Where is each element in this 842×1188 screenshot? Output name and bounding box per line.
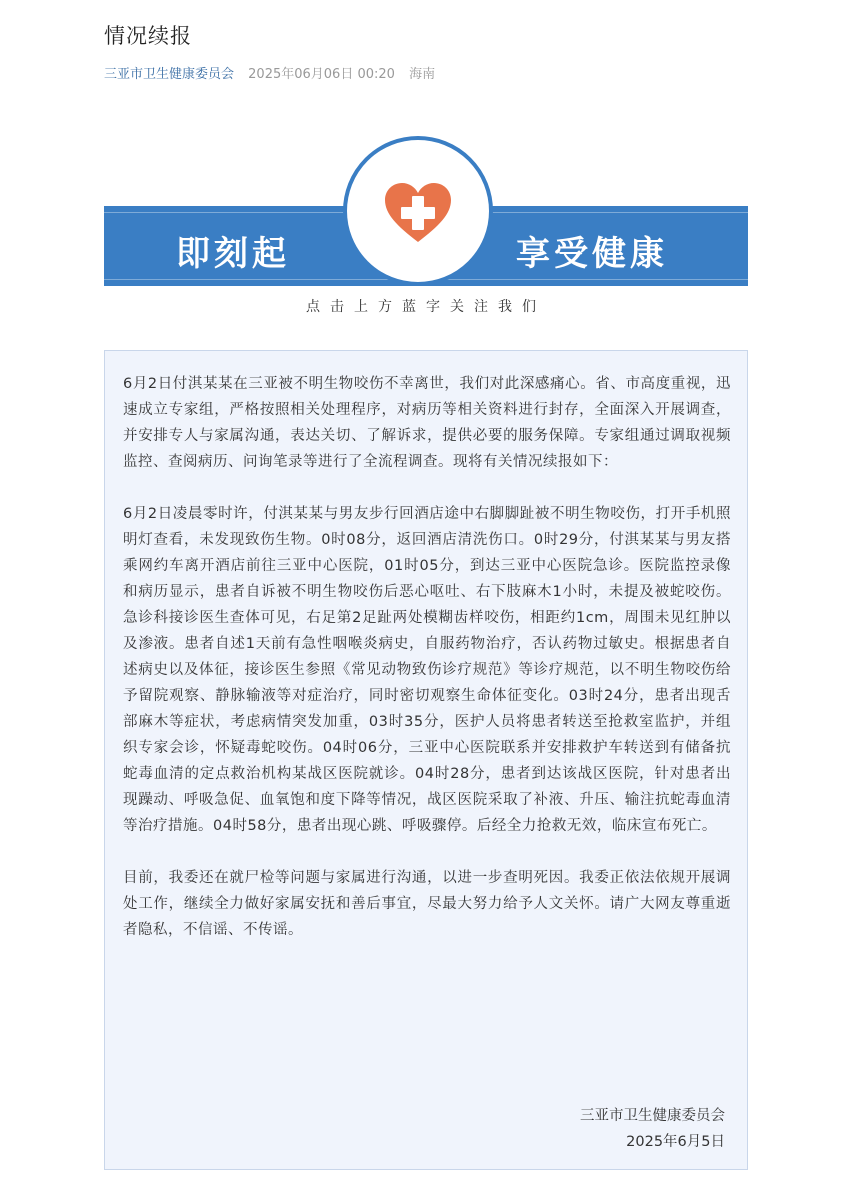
banner-right-text: 享受健康	[516, 234, 668, 274]
signature-block	[580, 1103, 725, 1155]
source-account-link[interactable]: 三亚市卫生健康委员会	[104, 67, 235, 82]
statement-box	[104, 350, 748, 1170]
publish-location: 海南	[409, 67, 436, 82]
statement-paragraph-timeline: 6月2日凌晨零时许，付淇某某与男友步行回酒店途中右脚脚趾被不明生物咬伤，打开手机照明灯查看，未发现致伤生物。0时08分，返回酒店清洗伤口。0时29分，付淇某某与男友搭乘网约车离开酒店前往三亚中心医院，01时05分，到达三亚中心医院急诊。医院监控录像和病历显示，患者自诉被不明生物咬伤后恶心呕吐、右下肢麻木1小时，未提及被蛇咬伤。急诊科接诊医生查体可见，右足第2足趾两处模糊齿样咬伤，相距约1cm，周围未见红肿以及渗液。患者自述1天前有急性咽喉炎病史，自服药物治疗，否认药物过敏史。根据患者自述病史以及体征，接诊医生参照《常见动物致伤诊疗规范》等诊疗规范，以不明生物咬伤给予留院观察、静脉输液等对症治疗，同时密切观察生命体征变化。03时24分，患者出现舌部麻木等症状，考虑病情突发加重，03时35分，医护人员将患者转送至抢救室监护，并组织专家会诊，怀疑毒蛇咬伤。04时06分，三亚中心医院联系并安排救护车转送到有储备抗蛇毒血清的定点救治机构某战区医院就诊。04时28分，患者到达该战区医院，针对患者出现躁动、呼吸急促、血氧饱和度下降等情况，战区医院采取了补液、升压、输注抗蛇毒血清等治疗措施。04时58分，患者出现心跳、呼吸骤停。后经全力抢救无效，临床宣布死亡。	[123, 506, 731, 834]
statement-body	[123, 371, 731, 969]
article-meta	[104, 63, 435, 82]
statement-paragraph-current: 目前，我委还在就尸检等问题与家属进行沟通，以进一步查明死因。我委正依法依规开展调处工作，继续全力做好家属安抚和善后事宜，尽最大努力给予人文关怀。请广大网友尊重逝者隐私，不信谣、不传谣。	[123, 870, 731, 938]
heart-cross-icon	[383, 182, 453, 244]
banner-left-text: 即刻起	[176, 234, 290, 274]
publish-datetime: 2025年06月06日 00:20	[248, 67, 395, 82]
statement-paragraph-intro: 6月2日付淇某某在三亚被不明生物咬伤不幸离世，我们对此深感痛心。省、市高度重视，迅速成立专家组，严格按照相关处理程序，对病历等相关资料进行封存，全面深入开展调查，并安排专人与家属沟通，表达关切、了解诉求，提供必要的服务保障。专家组通过调取视频监控、查阅病历、问询笔录等进行了全流程调查。现将有关情况续报如下：	[123, 376, 731, 470]
signature-org: 三亚市卫生健康委员会	[580, 1108, 725, 1124]
subscribe-hint[interactable]: 点击上方蓝字关注我们	[306, 299, 546, 315]
banner-logo-circle	[343, 136, 493, 286]
signature-date: 2025年6月5日	[626, 1134, 725, 1150]
page-title: 情况续报	[104, 24, 192, 48]
